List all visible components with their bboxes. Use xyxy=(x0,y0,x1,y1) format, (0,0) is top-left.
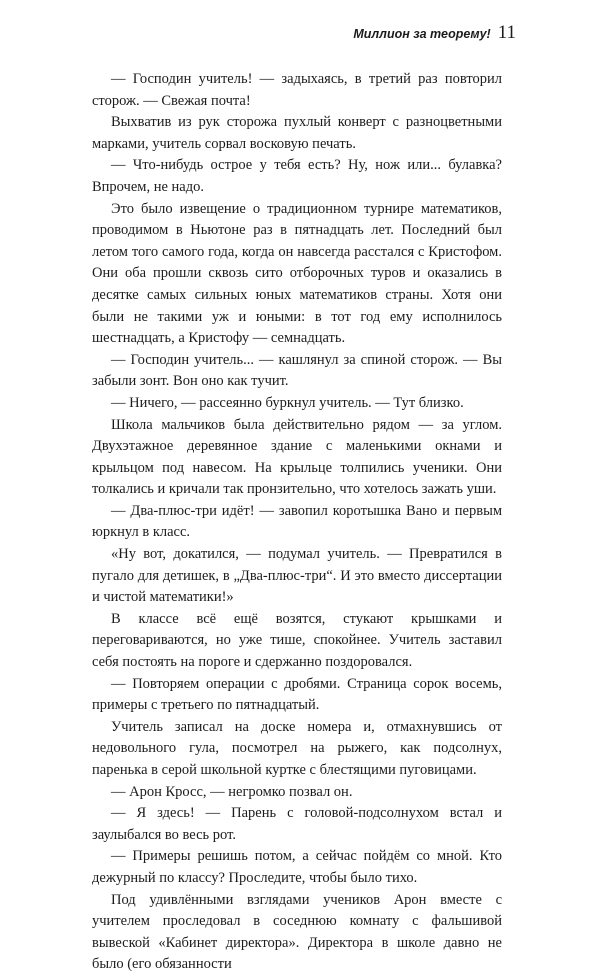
page-body xyxy=(92,69,502,976)
paragraph: — Арон Кросс, — негромко позвал он. xyxy=(111,783,353,800)
paragraph: — Повторяем операции с дробями. Страница сорок восемь, примеры с третьего по пятнадцатый. xyxy=(92,675,502,714)
paragraph: — Я здесь! — Парень с головой-подсолнухом встал и заулыбался во весь рот. xyxy=(92,805,502,843)
paragraph: — Ничего, — рассеянно буркнул учитель. — Тут близко. xyxy=(111,394,464,411)
page-number: 11 xyxy=(497,22,516,43)
paragraph: Выхватив из рук сторожа пухлый конверт с разноцветными марками, учитель сорвал восковую печать. xyxy=(92,114,502,152)
paragraph: Под удивлёнными взглядами учеников Арон вместе с учителем проследовал в соседнюю комнату с фальшивой вывеской «Кабинет директора». Директора в школе давно не было (его обязанности xyxy=(92,891,502,973)
paragraph: Школа мальчиков была действительно рядом — за углом. Двухэтажное деревянное здание с маленькими окнами и крыльцом под навесом. На крыльце толпились ученики. Они толкались и кричали так пронзительно, что хотелось зажать уши. xyxy=(92,416,502,498)
paragraph: — Что-нибудь острое у тебя есть? Ну, нож или... булавка? Впрочем, не надо. xyxy=(92,157,502,195)
paragraph: — Господин учитель... — кашлянул за спиной сторож. — Вы забыли зонт. Вон оно как тучит. xyxy=(92,351,502,390)
paragraph: «Ну вот, докатился, — подумал учитель. — Превратился в пугало для детишек, в „Два-плюс-три“. И это вместо диссертации и чистой математики!» xyxy=(92,546,502,606)
paragraph: Учитель записал на доске номера и, отмахнувшись от недовольного гула, посмотрел на рыжего, как подсолнух, паренька в серой школьной куртке с блестящими пуговицами. xyxy=(92,718,502,778)
paragraph: — Два-плюс-три идёт! — завопил коротышка Вано и первым юркнул в класс. xyxy=(92,502,502,541)
paragraph: — Господин учитель! — задыхаясь, в третий раз повторил сторож. — Свежая почта! xyxy=(92,71,502,109)
running-head xyxy=(70,22,516,46)
running-title: Миллион за теорему! xyxy=(353,27,491,41)
paragraph: — Примеры решишь потом, а сейчас пойдём со мной. Кто дежурный по классу? Проследите, чтобы было тихо. xyxy=(92,848,502,886)
paragraph: В классе всё ещё возятся, стукают крышками и переговариваются, но уже тише, спокойнее. Учитель заставил себя постоять на пороге и сдержанно поздоровался. xyxy=(92,610,502,671)
paragraph: Это было извещение о традиционном турнире математиков, проводимом в Ньютоне раз в пятнадцать лет. Последний был летом того самого года, когда он навсегда расстался с Кристофом. Они оба прошли сквозь сито отборочных туров и оказались в десятке самых сильных юных математиков страны. Хотя они были не такими уж и юными: в тот год ему исполнилось шестнадцать, а Кристофу — семнадцать. xyxy=(92,200,502,347)
